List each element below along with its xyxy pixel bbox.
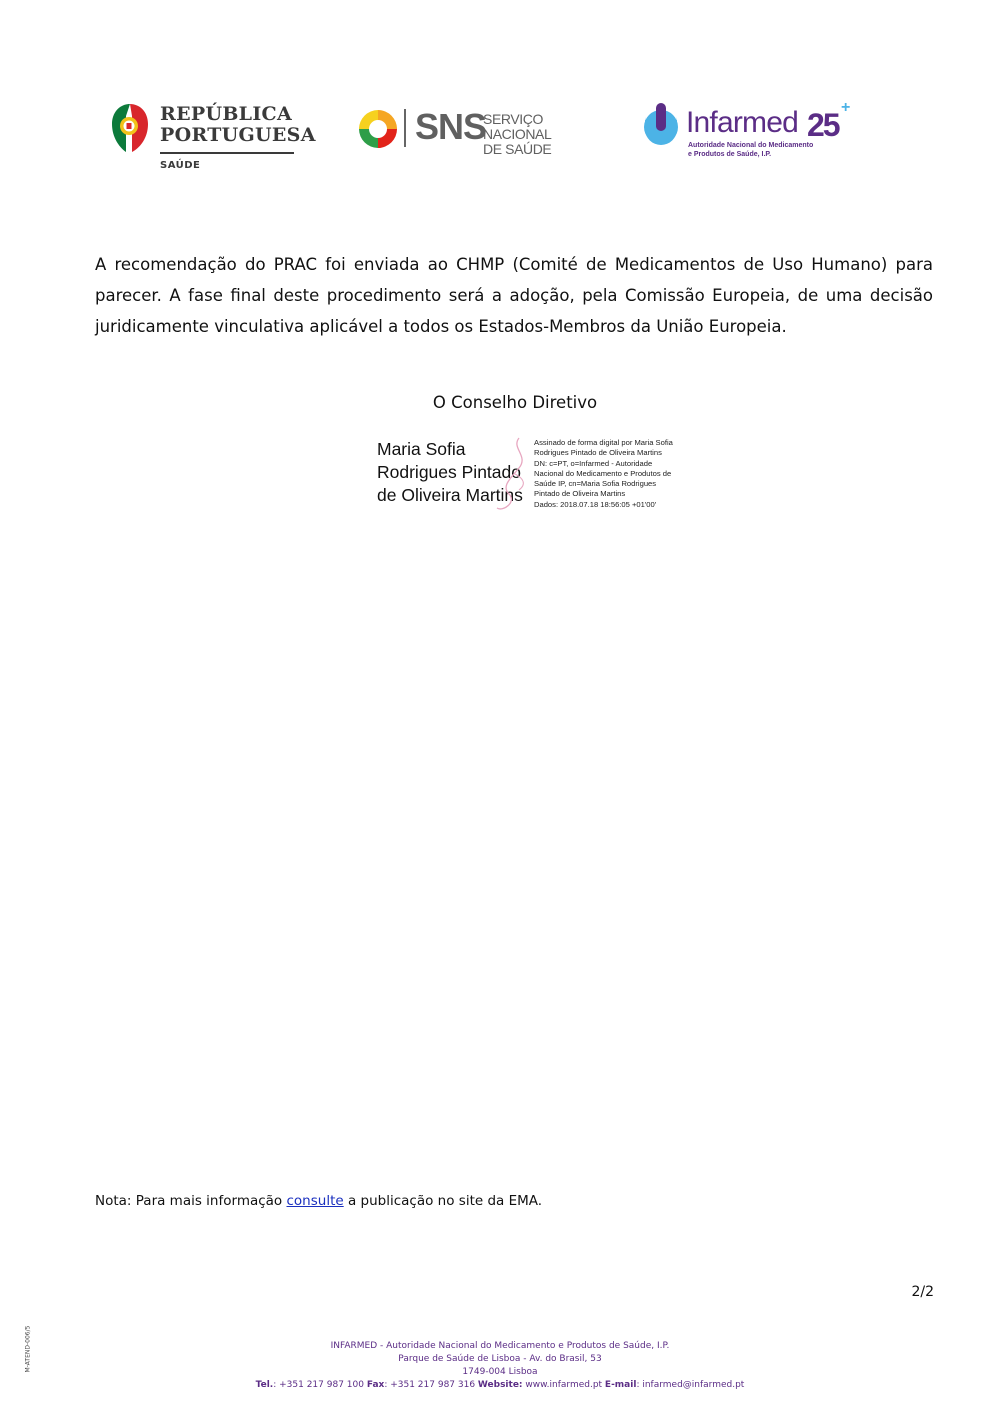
infarmed-wordmark: Infarmed xyxy=(686,106,798,139)
sns-divider xyxy=(404,109,406,147)
republica-line1: REPÚBLICA xyxy=(160,103,292,125)
tel-label: Tel. xyxy=(255,1380,274,1390)
infarmed-subtitle xyxy=(688,141,813,159)
infarmed-sub-line2: e Produtos de Saúde, I.P. xyxy=(688,151,772,158)
republica-divider xyxy=(160,152,294,154)
email-value[interactable]: : infarmed@infarmed.pt xyxy=(636,1380,745,1390)
website-label: Website: xyxy=(477,1380,523,1390)
ema-note xyxy=(95,1193,542,1209)
infarmed-sub-line1: Autoridade Nacional do Medicamento xyxy=(688,142,814,149)
sns-emblem-icon xyxy=(357,108,399,150)
infarmed-drop-icon xyxy=(640,103,682,147)
republica-portuguesa-wordmark xyxy=(160,104,316,146)
infarmed-logo xyxy=(640,99,855,161)
footer-postcode: 1749-004 Lisboa xyxy=(462,1367,538,1377)
sns-line1: SERVIÇO NACIONAL xyxy=(483,111,552,142)
main-paragraph: A recomendação do PRAC foi enviada ao CHMP (Comité de Medicamentos de Uso Humano) para parecer. A fase final deste procedimento será a adoção, pela Comissão Europeia, de uma decisão juridicamente vinculativa aplicável a todos os Estados-Membros da União Europeia. xyxy=(95,255,933,336)
signatory-role: O Conselho Diretivo xyxy=(432,393,598,412)
signatory-name: Maria Sofia Rodrigues Pintado de Oliveira Martins xyxy=(377,439,523,505)
note-prefix: Nota: Para mais informação xyxy=(95,1193,287,1209)
footer xyxy=(0,1340,1000,1392)
sns-logo xyxy=(357,106,592,157)
infarmed-anniversary: 25 xyxy=(807,107,839,143)
email-label: E-mail xyxy=(604,1380,637,1390)
fax-value: : +351 217 987 316 xyxy=(384,1380,478,1390)
consulte-link[interactable]: consulte xyxy=(286,1193,344,1209)
republica-subtitle: SAÚDE xyxy=(160,160,201,171)
republica-line2: PORTUGUESA xyxy=(160,124,316,146)
footer-contacts xyxy=(0,1379,1000,1392)
website-value[interactable]: www.infarmed.pt xyxy=(522,1380,605,1390)
fax-label: Fax xyxy=(366,1380,385,1390)
republica-portuguesa-logo xyxy=(110,102,316,174)
sns-acronym: SNS xyxy=(415,106,487,147)
infarmed-plus: + xyxy=(841,99,851,116)
footer-org: INFARMED - Autoridade Nacional do Medicamento e Produtos de Saúde, I.P. xyxy=(330,1341,670,1351)
sns-fullname xyxy=(483,112,592,157)
portugal-flag-emblem-icon xyxy=(110,102,150,154)
note-suffix: a publicação no site da EMA. xyxy=(343,1193,543,1209)
handwritten-signature-mark xyxy=(489,434,539,516)
page-number: 2/2 xyxy=(911,1284,934,1300)
digital-signature xyxy=(377,436,697,516)
sns-line2: DE SAÚDE xyxy=(483,141,552,157)
form-code-text: M-ATEND-006/5 xyxy=(24,1325,32,1373)
signature-details: Assinado de forma digital por Maria Sofia Rodrigues Pintado de Oliveira Martins DN: c=PT, o=Infarmed - Autoridade Nacional do Medicamento e Produtos de Saúde IP, cn=Maria Sofia Rodrigues Pintado de Oliveira Martins Dados: 2018.07.18 18:56:05 +01'00' xyxy=(534,438,673,509)
tel-value: : +351 217 987 100 xyxy=(273,1380,367,1390)
footer-address: Parque de Saúde de Lisboa - Av. do Brasil, 53 xyxy=(398,1354,602,1364)
